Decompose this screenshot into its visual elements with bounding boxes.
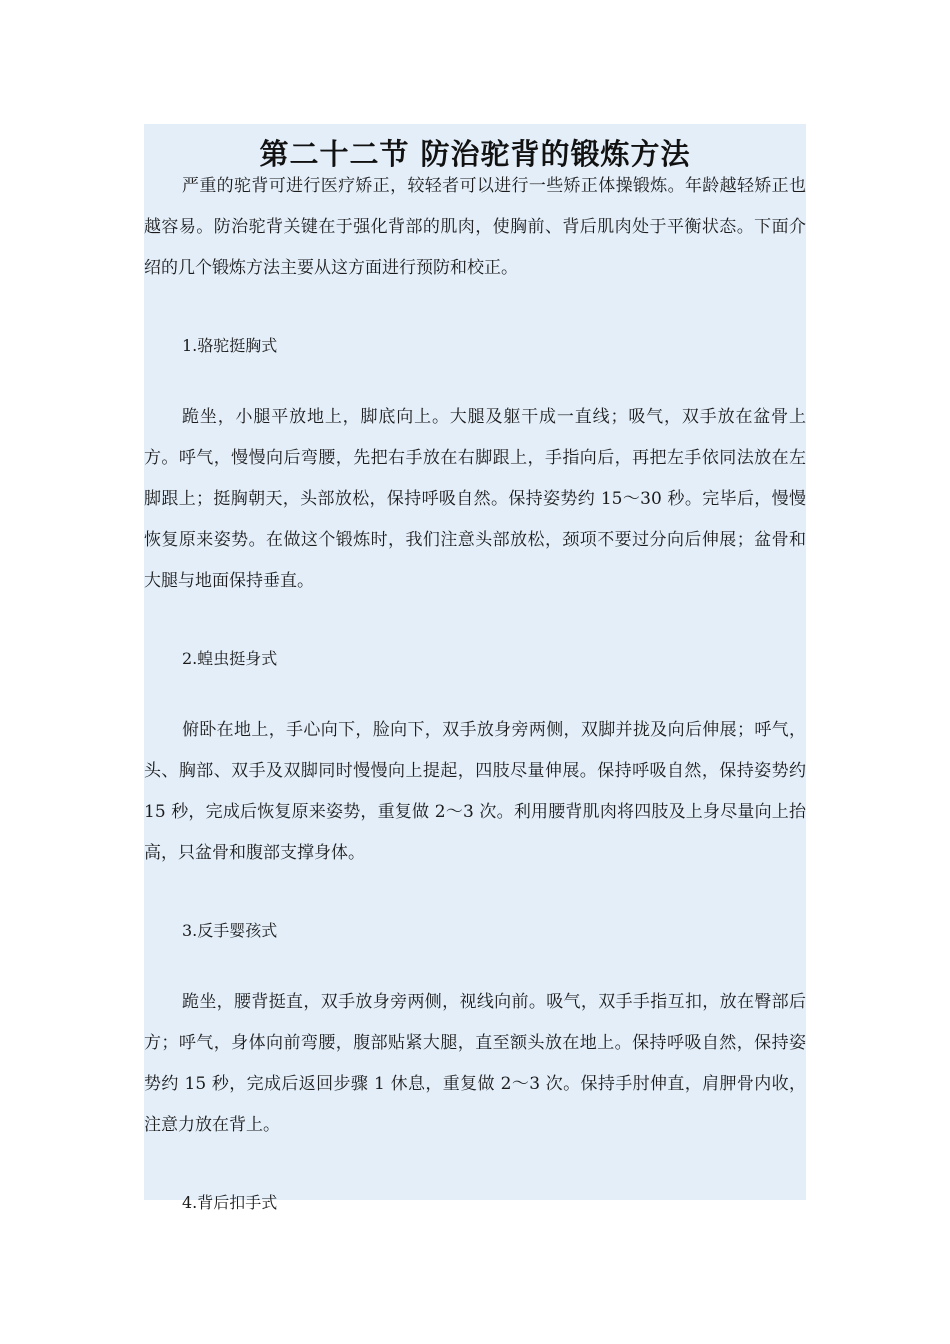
section-body-1: 跪坐，小腿平放地上，脚底向上。大腿及躯干成一直线；吸气，双手放在盆骨上方。呼气，慢慢向后弯腰，先把右手放在右脚跟上，手指向后，再把左手依同法放在左脚跟上；挺胸朝天，头部放松，保持呼吸自然。保持姿势约 15～30 秒。完毕后，慢慢恢复原来姿势。在做这个锻炼时，我们注意头部放松，颈项不要过分向后伸展；盆骨和大腿与地面保持垂直。: [144, 407, 806, 591]
section-heading-1: 1.骆驼挺胸式: [182, 336, 278, 355]
spacer: [144, 951, 806, 982]
spacer: [144, 1146, 806, 1182]
spacer: [144, 602, 806, 638]
page-title: 第二十二节 防治驼背的锻炼方法: [259, 137, 691, 171]
spacer: [144, 679, 806, 710]
spacer: [144, 289, 806, 325]
section-body-3: 跪坐，腰背挺直，双手放身旁两侧，视线向前。吸气，双手手指互扣，放在臀部后方；呼气，身体向前弯腰，腹部贴紧大腿，直至额头放在地上。保持呼吸自然，保持姿势约 15 秒，完成后返回步骤 1 休息，重复做 2～3 次。保持手肘伸直，肩胛骨内收，注意力放在背上。: [144, 992, 806, 1135]
spacer: [144, 874, 806, 910]
spacer: [144, 366, 806, 397]
section-heading-3: 3.反手婴孩式: [182, 921, 278, 940]
intro-paragraph: 严重的驼背可进行医疗矫正，较轻者可以进行一些矫正体操锻炼。年龄越轻矫正也越容易。防治驼背关键在于强化背部的肌肉，使胸前、背后肌肉处于平衡状态。下面介绍的几个锻炼方法主要从这方面进行预防和校正。: [144, 176, 806, 278]
document-panel: [144, 124, 806, 1212]
section-body-2: 俯卧在地上，手心向下，脸向下，双手放身旁两侧，双脚并拢及向后伸展；呼气，头、胸部、双手及双脚同时慢慢向上提起，四肢尽量伸展。保持呼吸自然，保持姿势约 15 秒，完成后恢复原来姿势，重复做 2～3 次。利用腰背肌肉将四肢及上身尽量向上抬高，只盆骨和腹部支撑身体。: [144, 720, 806, 863]
section-heading-4: 4.背后扣手式: [182, 1193, 278, 1212]
section-heading-2: 2.蝗虫挺身式: [182, 649, 278, 668]
